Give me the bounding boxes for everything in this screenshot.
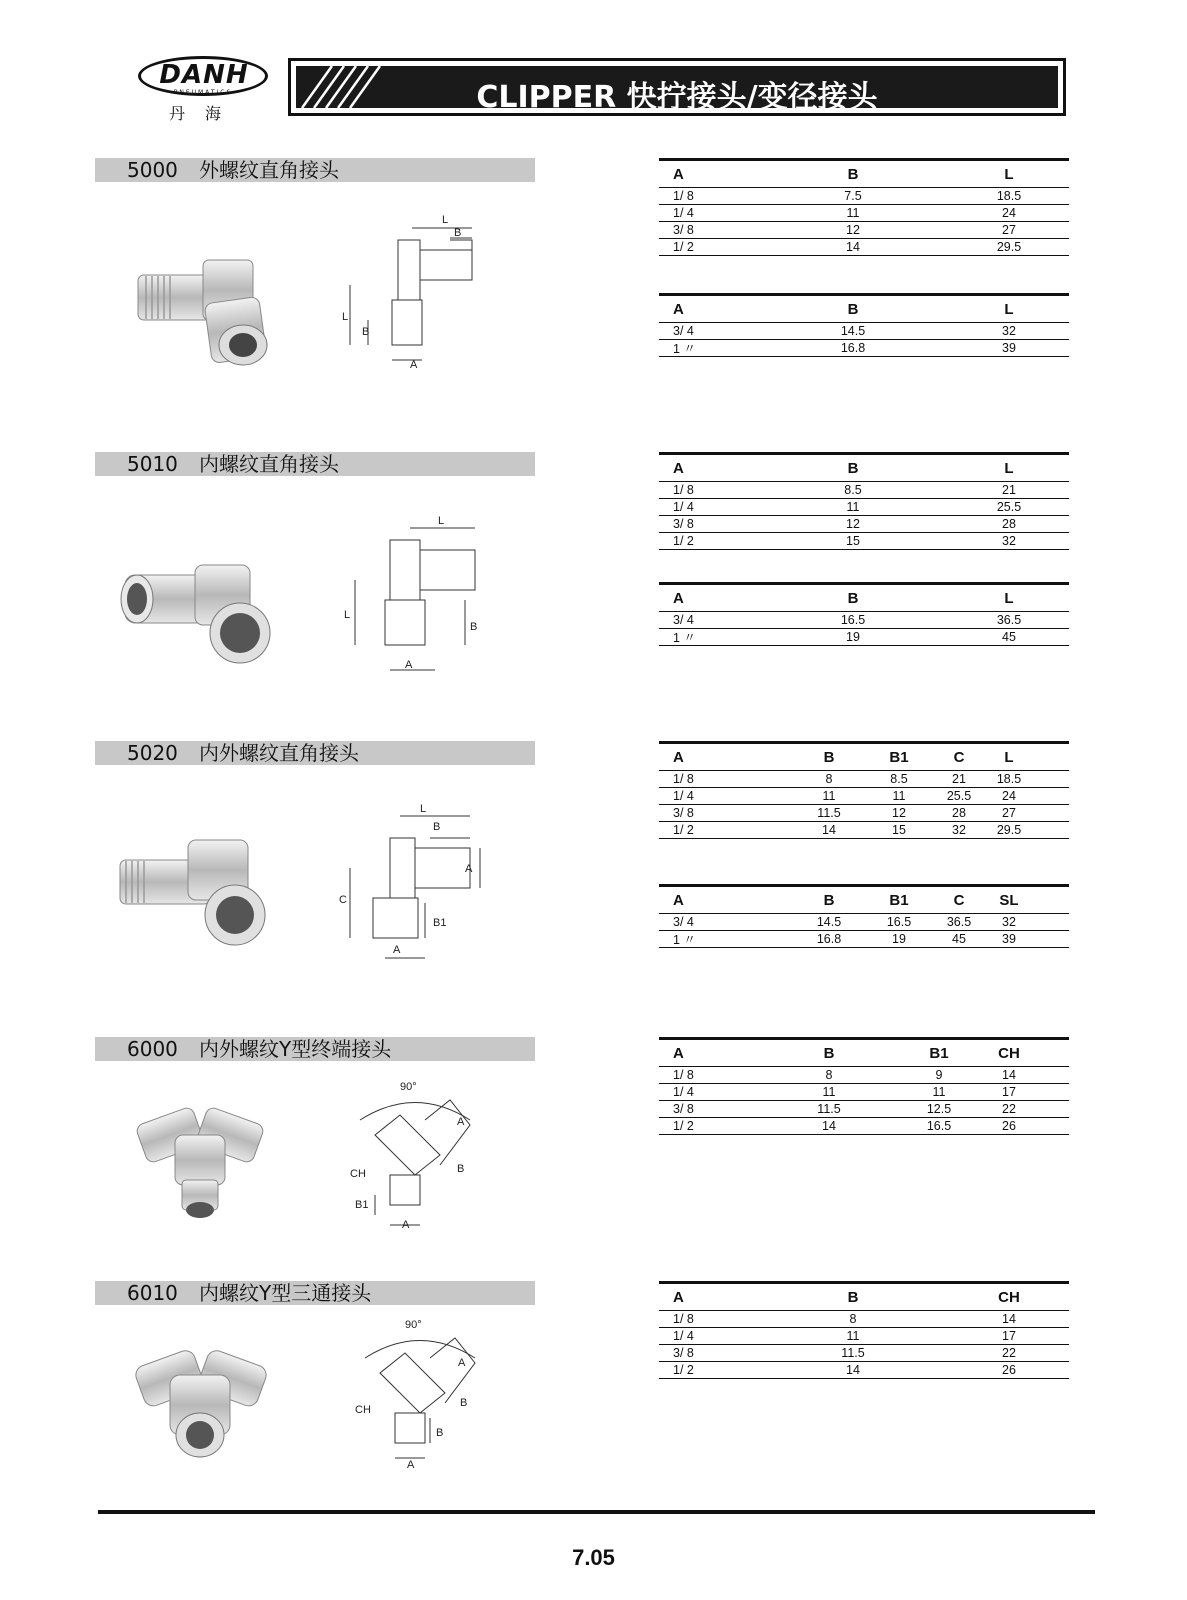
section-bar-6000: [95, 1037, 535, 1061]
table-cell: 8: [849, 1312, 857, 1326]
table-cell: A: [673, 1288, 684, 1306]
table-cell: 11: [892, 789, 906, 803]
brand-logo: [138, 56, 270, 126]
table-cell: B: [847, 589, 859, 607]
drawing-label: A: [465, 863, 473, 875]
table-cell: 8: [825, 1068, 833, 1082]
table-row: [659, 612, 1069, 629]
table-cell: 1 〃: [673, 933, 696, 947]
spec-table-5020-2: [659, 884, 1069, 948]
drawing-label: B: [362, 326, 370, 338]
product-photo-6000: [130, 1105, 300, 1235]
drawing-label: B: [454, 227, 462, 239]
table-cell: 1/ 4: [673, 500, 694, 514]
table-header-row: [659, 161, 1069, 188]
table-cell: 45: [1002, 630, 1016, 644]
drawing-label: L: [442, 214, 449, 226]
table-cell: 3/ 4: [673, 613, 694, 627]
table-cell: 9: [935, 1068, 943, 1082]
table-cell: B1: [889, 748, 909, 766]
table-row: [659, 205, 1069, 222]
table-cell: 8.5: [844, 483, 862, 497]
product-code: 5000: [127, 158, 178, 182]
table-cell: 3/ 4: [673, 324, 694, 338]
table-cell: 32: [1002, 534, 1016, 548]
table-cell: 14: [846, 1363, 860, 1377]
table-row: [659, 931, 1069, 948]
logo-text: DANH: [159, 60, 249, 90]
table-cell: 1/ 4: [673, 1329, 694, 1343]
drawing-label: A: [457, 1116, 465, 1128]
table-row: [659, 222, 1069, 239]
page-title: CLIPPER 快拧接头/变径接头: [476, 80, 878, 115]
table-cell: 14: [822, 1119, 836, 1133]
table-cell: 25.5: [996, 500, 1022, 514]
table-row: [659, 1101, 1069, 1118]
table-cell: B: [847, 300, 859, 318]
table-cell: 1 〃: [673, 342, 696, 356]
table-cell: A: [673, 459, 684, 477]
table-cell: 36.5: [946, 915, 972, 929]
table-cell: B: [823, 891, 835, 909]
drawing-label: A: [402, 1219, 410, 1231]
table-cell: 14: [822, 823, 836, 837]
product-name: 外螺纹直角接头: [199, 158, 339, 182]
product-code: 5020: [127, 741, 178, 765]
table-cell: L: [1004, 748, 1014, 766]
table-row: [659, 516, 1069, 533]
table-header-row: [659, 1040, 1069, 1067]
table-cell: 1/ 8: [673, 1312, 694, 1326]
table-row: [659, 1118, 1069, 1135]
table-cell: 1/ 2: [673, 240, 694, 254]
table-row: [659, 914, 1069, 931]
drawing-label: L: [420, 803, 427, 815]
table-cell: 1/ 8: [673, 483, 694, 497]
table-cell: 14.5: [840, 324, 866, 338]
table-cell: 22: [1002, 1102, 1016, 1116]
table-cell: A: [673, 589, 684, 607]
table-cell: A: [673, 300, 684, 318]
table-header-row: [659, 887, 1069, 914]
table-header-row: [659, 1284, 1069, 1311]
spec-table-5000-1: [659, 158, 1069, 256]
product-code: 5010: [127, 452, 178, 476]
table-cell: C: [953, 891, 965, 909]
drawing-label: CH: [350, 1168, 366, 1180]
table-cell: 11.5: [841, 1346, 865, 1360]
technical-drawing-5010: [344, 515, 510, 690]
table-cell: B: [847, 1288, 859, 1306]
table-cell: L: [1004, 300, 1014, 318]
table-cell: 25.5: [946, 789, 972, 803]
table-cell: 11: [846, 500, 860, 514]
table-cell: CH: [998, 1044, 1020, 1062]
table-cell: 12.5: [926, 1102, 952, 1116]
product-name: 内外螺纹直角接头: [199, 741, 359, 765]
table-row: [659, 1067, 1069, 1084]
table-row: [659, 1328, 1069, 1345]
table-cell: 3/ 8: [673, 806, 694, 820]
spec-table-5020-1: [659, 741, 1069, 839]
drawing-label: A: [407, 1459, 415, 1471]
table-cell: 15: [892, 823, 906, 837]
product-photo-5010: [115, 545, 285, 675]
table-cell: 21: [952, 772, 966, 786]
table-cell: CH: [998, 1288, 1020, 1306]
table-cell: 1/ 4: [673, 206, 694, 220]
table-cell: 27: [1002, 806, 1016, 820]
table-cell: 11: [846, 1329, 860, 1343]
table-cell: 19: [846, 630, 860, 644]
drawing-label: L: [344, 609, 351, 621]
table-row: [659, 788, 1069, 805]
spec-table-5000-2: [659, 293, 1069, 357]
table-header-row: [659, 585, 1069, 612]
section-bar-5000: [95, 158, 535, 182]
drawing-label: C: [339, 894, 347, 906]
spec-table-5010-2: [659, 582, 1069, 646]
logo-subtitle: PNEUMATICS: [173, 89, 233, 96]
table-cell: 3/ 8: [673, 517, 694, 531]
table-row: [659, 1311, 1069, 1328]
table-cell: A: [673, 891, 684, 909]
drawing-label: B: [436, 1427, 444, 1439]
table-cell: 3/ 8: [673, 223, 694, 237]
table-cell: 1/ 2: [673, 1119, 694, 1133]
table-cell: 12: [846, 517, 860, 531]
table-cell: 26: [1002, 1119, 1016, 1133]
drawing-label: L: [438, 515, 445, 527]
table-cell: 28: [952, 806, 966, 820]
drawing-label: B: [457, 1163, 465, 1175]
table-cell: B1: [889, 891, 909, 909]
table-cell: B: [823, 1044, 835, 1062]
drawing-label: CH: [355, 1404, 371, 1416]
table-cell: 1/ 2: [673, 534, 694, 548]
table-row: [659, 771, 1069, 788]
technical-drawing-5020: [339, 803, 505, 978]
table-cell: 1/ 8: [673, 772, 694, 786]
table-cell: 16.5: [840, 613, 866, 627]
drawing-label: A: [410, 359, 418, 371]
table-cell: 3/ 8: [673, 1346, 694, 1360]
drawing-label: 90°: [405, 1319, 422, 1331]
title-banner-fill: [296, 66, 1058, 115]
drawing-label: B: [433, 821, 441, 833]
table-cell: 11: [932, 1085, 946, 1099]
table-cell: 45: [952, 932, 966, 946]
table-cell: 18.5: [996, 189, 1022, 203]
table-cell: 26: [1002, 1363, 1016, 1377]
page-number: 7.05: [572, 1545, 615, 1570]
technical-drawing-5000: [342, 210, 510, 380]
table-cell: 16.5: [926, 1119, 952, 1133]
table-cell: SL: [999, 891, 1019, 909]
table-cell: 8.5: [890, 772, 908, 786]
footer-rule: [98, 1510, 1095, 1514]
table-cell: 14.5: [816, 915, 842, 929]
table-row: [659, 1362, 1069, 1379]
table-cell: L: [1004, 459, 1014, 477]
table-cell: 29.5: [996, 240, 1022, 254]
spec-table-6010-1: [659, 1281, 1069, 1379]
drawing-label: A: [393, 944, 401, 956]
table-cell: 1 〃: [673, 631, 696, 645]
table-row: [659, 323, 1069, 340]
table-cell: 1/ 8: [673, 1068, 694, 1082]
table-header-row: [659, 455, 1069, 482]
table-row: [659, 822, 1069, 839]
table-cell: B1: [929, 1044, 949, 1062]
table-cell: 22: [1002, 1346, 1016, 1360]
product-photo-6010: [130, 1345, 300, 1475]
section-bar-5020: [95, 741, 535, 765]
table-cell: 14: [1002, 1312, 1016, 1326]
table-header-row: [659, 296, 1069, 323]
table-cell: 21: [1002, 483, 1016, 497]
drawing-label: B1: [433, 917, 447, 929]
table-cell: 1/ 8: [673, 189, 694, 203]
table-cell: 11: [846, 206, 860, 220]
table-cell: A: [673, 748, 684, 766]
table-cell: 14: [1002, 1068, 1016, 1082]
table-row: [659, 1345, 1069, 1362]
table-cell: L: [1004, 589, 1014, 607]
table-cell: B: [847, 459, 859, 477]
table-cell: 12: [892, 806, 906, 820]
table-cell: 11: [822, 789, 836, 803]
table-cell: 11: [822, 1085, 836, 1099]
title-banner: [288, 58, 1066, 116]
table-cell: 1/ 4: [673, 1085, 694, 1099]
spec-table-5010-1: [659, 452, 1069, 550]
table-cell: 16.8: [840, 341, 866, 355]
table-cell: 16.8: [816, 932, 842, 946]
table-row: [659, 482, 1069, 499]
drawing-label: A: [405, 659, 413, 671]
table-cell: 17: [1002, 1329, 1016, 1343]
table-cell: 19: [892, 932, 906, 946]
drawing-label: 90°: [400, 1081, 417, 1093]
section-bar-5010: [95, 452, 535, 476]
table-cell: C: [953, 748, 965, 766]
table-row: [659, 533, 1069, 550]
table-row: [659, 188, 1069, 205]
product-name: 内外螺纹Y型终端接头: [199, 1037, 392, 1061]
table-cell: 1/ 2: [673, 823, 694, 837]
spec-table-6000-1: [659, 1037, 1069, 1135]
table-header-row: [659, 744, 1069, 771]
table-cell: 14: [846, 240, 860, 254]
table-cell: 28: [1002, 517, 1016, 531]
product-photo-5000: [128, 250, 298, 380]
table-cell: 8: [825, 772, 833, 786]
product-photo-5020: [110, 830, 280, 960]
table-cell: 24: [1002, 206, 1016, 220]
table-cell: 36.5: [996, 613, 1022, 627]
table-cell: 16.5: [886, 915, 912, 929]
table-cell: B: [823, 748, 835, 766]
table-cell: 32: [1002, 324, 1016, 338]
table-cell: 7.5: [844, 189, 862, 203]
table-cell: A: [673, 165, 684, 183]
technical-drawing-6010: [350, 1318, 510, 1488]
drawing-label: B: [470, 621, 478, 633]
table-row: [659, 499, 1069, 516]
logo-chinese-name: 丹海: [168, 104, 241, 123]
table-cell: 3/ 8: [673, 1102, 694, 1116]
product-name: 内螺纹Y型三通接头: [199, 1281, 372, 1305]
product-name: 内螺纹直角接头: [199, 452, 339, 476]
table-row: [659, 239, 1069, 256]
table-cell: 39: [1002, 932, 1016, 946]
table-cell: 11.5: [817, 1102, 841, 1116]
table-row: [659, 340, 1069, 357]
table-cell: 17: [1002, 1085, 1016, 1099]
table-cell: 39: [1002, 341, 1016, 355]
table-cell: 29.5: [996, 823, 1022, 837]
table-cell: 11.5: [817, 806, 841, 820]
drawing-label: B: [460, 1397, 468, 1409]
drawing-label: B1: [355, 1199, 369, 1211]
table-row: [659, 1084, 1069, 1101]
technical-drawing-6000: [345, 1080, 505, 1250]
table-cell: B: [847, 165, 859, 183]
table-row: [659, 805, 1069, 822]
table-cell: 32: [952, 823, 966, 837]
table-cell: 18.5: [996, 772, 1022, 786]
product-code: 6010: [127, 1281, 178, 1305]
table-cell: 1/ 2: [673, 1363, 694, 1377]
table-cell: 1/ 4: [673, 789, 694, 803]
table-cell: 27: [1002, 223, 1016, 237]
table-cell: 15: [846, 534, 860, 548]
product-code: 6000: [127, 1037, 178, 1061]
table-cell: L: [1004, 165, 1014, 183]
section-bar-6010: [95, 1281, 535, 1305]
table-cell: 32: [1002, 915, 1016, 929]
table-cell: 24: [1002, 789, 1016, 803]
table-row: [659, 629, 1069, 646]
drawing-label: A: [458, 1357, 466, 1369]
table-cell: 12: [846, 223, 860, 237]
table-cell: 3/ 4: [673, 915, 694, 929]
table-cell: A: [673, 1044, 684, 1062]
drawing-label: L: [342, 311, 349, 323]
